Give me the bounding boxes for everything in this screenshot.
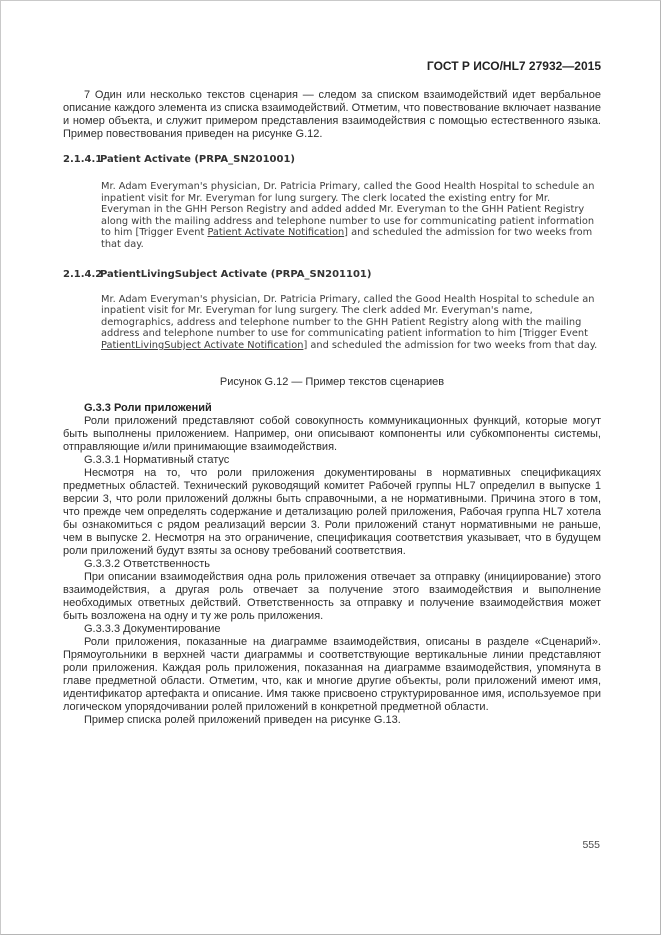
scenario-1-heading: [63, 154, 601, 166]
paragraph-g33: Роли приложений представляют собой совокупность коммуникационных функций, которые могут быть выполнены приложением. Например, они описывают компоненты или субкомпоненты системы, отправляющие и/или принимающие взаимодействия.: [63, 414, 601, 453]
scenario-2-number: 2.1.4.2: [63, 268, 103, 280]
scenario-2-text-after: ] and scheduled the admission for two weeks from that day.: [303, 339, 598, 351]
page-content: [63, 1, 601, 727]
scenario-1-title: Patient Activate (PRPA_SN201001): [100, 154, 296, 165]
document-header-title: ГОСТ Р ИСО/HL7 27932—2015: [426, 59, 601, 73]
section-heading-g333: G.3.3.3 Документирование: [84, 622, 221, 635]
paragraph-g333: Роли приложения, показанные на диаграмме взаимодействия, описаны в разделе «Сценарий». Прямоугольники в верхней части диаграммы и соответствующие вертикальные линии представляют роли приложения. Каждая роль приложения, показанная на диаграмме взаимодействия, упомянута в главе предметной области. Отметим, что, как и многие другие объекты, роли приложений имеют имя, идентификатор артефакта и описание. Имя также присвоено структурированное имя, используемое при логическом упорядочивании ролей приложений в конкретной предметной области.: [63, 635, 601, 713]
paragraph-g331: Несмотря на то, что роли приложения документированы в нормативных спецификациях предметных областей. Технический руководящий комитет Рабочей группы HL7 определил в выпуске 1 версии 3, что роли приложений должны быть справочными, а не нормативными. Причина этого в том, что прежде чем определять содержание и детализацию ролей приложения, Рабочая группа HL7 хотела бы ознакомиться с рядом реализаций версии 3. Роли приложений станут нормативными не раньше, чем в выпуске 2. Несмотря на это ограничение, спецификация соответствия указывает, что в будущем роли приложений будут взяты за основу требований соответствия.: [63, 466, 601, 557]
scenario-1-text-before: Mr. Adam Everyman's physician, Dr. Patricia Primary, called the Good Health Hospital to schedule an inpatient visit for Mr. Everyman for lung surgery. The clerk located the existing entry for Mr. Everyman in the GHH Person Registry and added added Mr. Everyman to the GHH Patient Registry along with the mailing address and telephone number to use for communicating patient information to him [Trigger Event: [101, 181, 595, 239]
intro-paragraph: 7 Один или несколько текстов сценария — следом за списком взаимодействий идет вербальное описание каждого элемента из списка взаимодействий. Отметим, что повествование включает название и номер объекта, и служит примером представления взаимодействия с помощью естественного языка. Пример повествования приведен на рисунке G.12.: [63, 89, 601, 140]
section-heading-g332: G.3.3.2 Ответственность: [84, 557, 211, 570]
scenario-1-number: 2.1.4.1: [63, 154, 103, 165]
paragraph-g332: При описании взаимодействия одна роль приложения отвечает за отправку (инициирование) этого взаимодействия, а другая роль отвечает за получение этого взаимодействия и выполнение необходимых ответных действий. Ответственность за отправку и получение взаимодействия может быть возложена на одну и ту же роль приложения.: [63, 570, 601, 622]
scenario-2-title: PatientLivingSubject Activate (PRPA_SN201101): [100, 268, 372, 280]
scenario-section-1: [63, 154, 601, 251]
scenario-section-2: [63, 269, 601, 352]
scenario-2-heading: [63, 269, 601, 281]
trigger-event-link[interactable]: Patient Activate Notification: [207, 227, 345, 239]
section-heading-g331: G.3.3.1 Нормативный статус: [84, 453, 230, 466]
scenario-2-text: [101, 294, 598, 352]
scenario-1-text-after: ] and scheduled the admission for two weeks from that day.: [101, 227, 593, 250]
trigger-event-link[interactable]: PatientLivingSubject Activate Notification: [101, 339, 304, 351]
figure-caption: Рисунок G.12 — Пример текстов сценариев: [219, 375, 445, 388]
paragraph-g333-example: Пример списка ролей приложений приведен на рисунке G.13.: [84, 713, 401, 726]
scenario-1-text: [101, 181, 598, 251]
scenario-2-text-before: Mr. Adam Everyman's physician, Dr. Patricia Primary, called the Good Health Hospital to schedule an inpatient visit for Mr. Everyman for lung surgery. The clerk added Mr. Everyman's name, demographics, address and telephone number to the GHH Patient Registry along with the mailing address and telephone number to use for communicating patient information to him [Trigger Event: [101, 293, 595, 340]
section-heading-g33: G.3.3 Роли приложений: [84, 401, 212, 414]
page-number: 555: [582, 839, 600, 851]
